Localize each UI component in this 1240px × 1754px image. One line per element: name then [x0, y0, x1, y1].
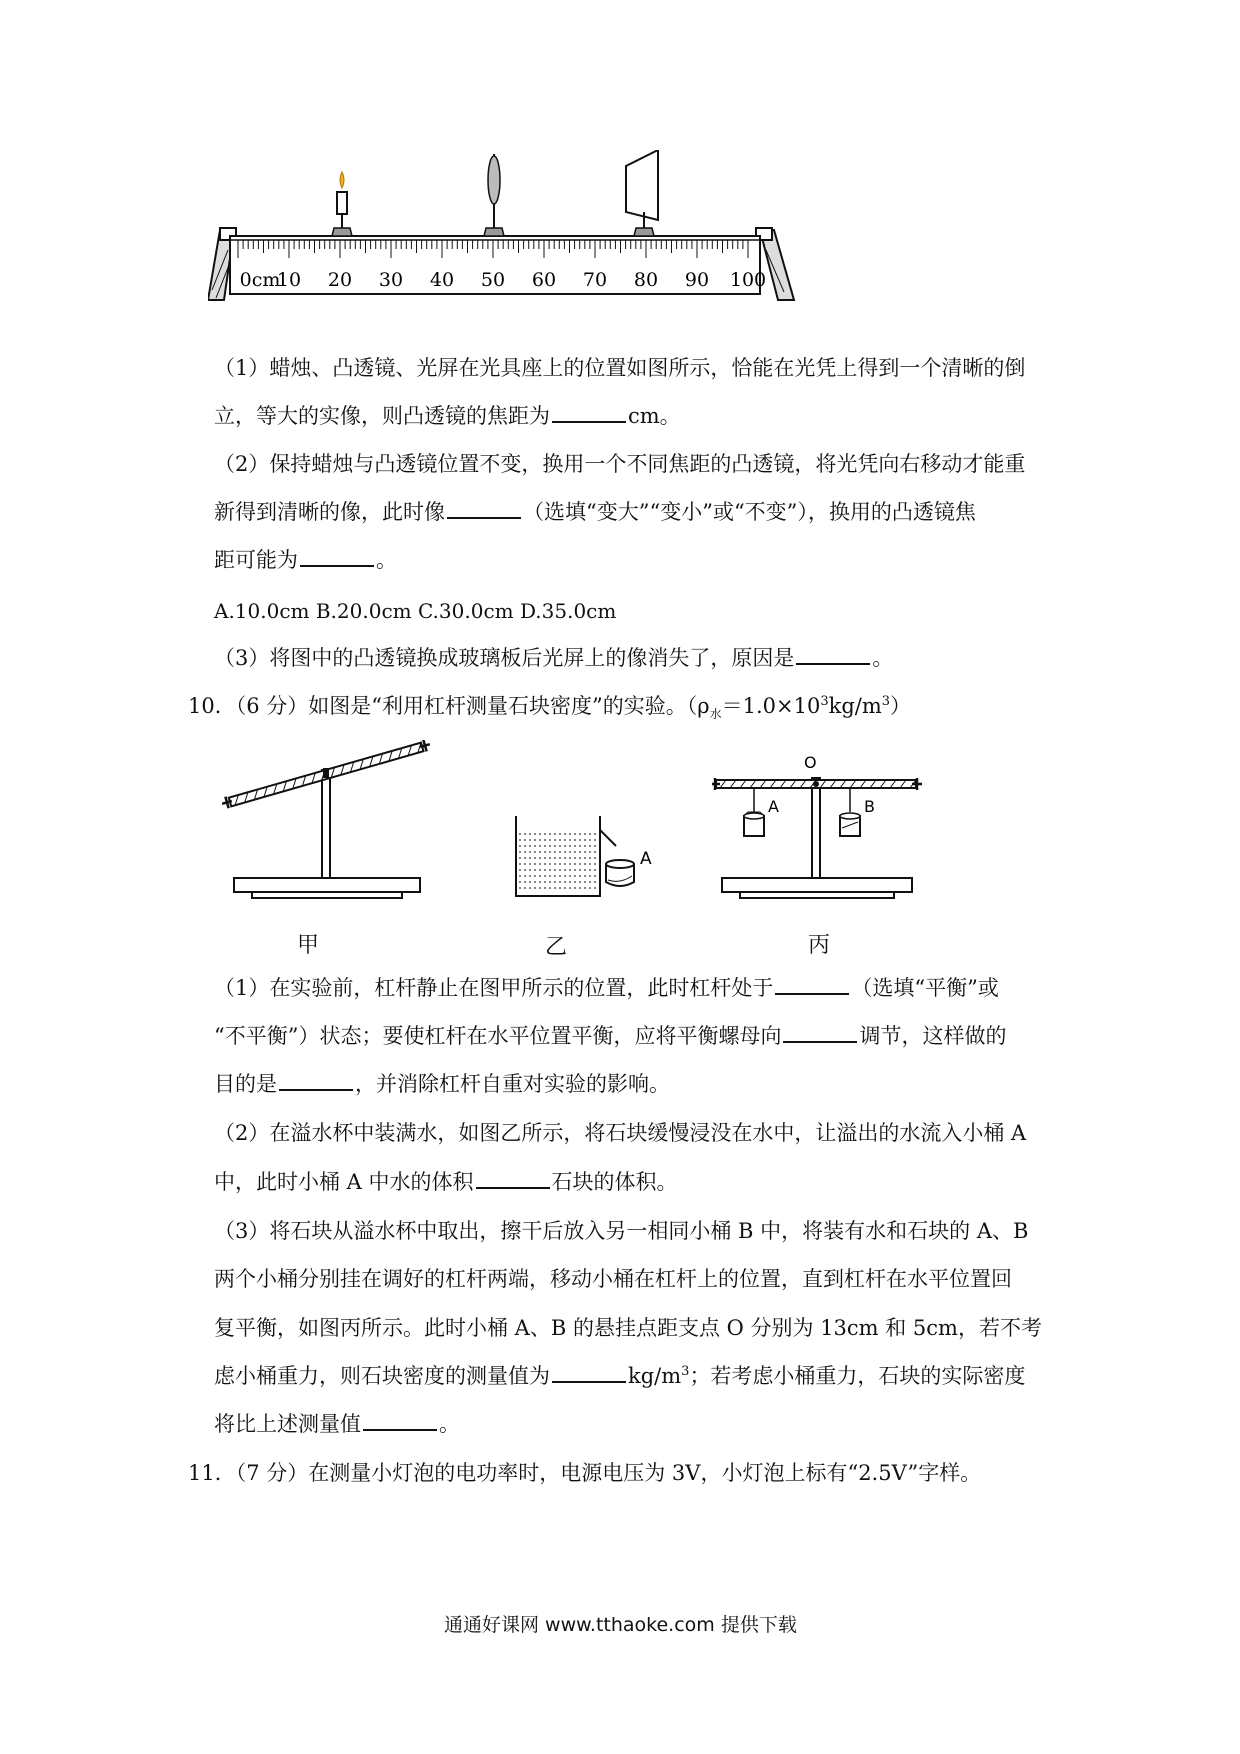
water-dot: [564, 881, 566, 883]
water-dot: [564, 845, 566, 847]
q10-part2-line1: （2）在溢水杯中装满水，如图乙所示，将石块缓慢浸没在水中，让溢出的水流入小桶 A: [214, 1121, 1027, 1145]
text-segment: 中，此时小桶 A 中水的体积: [214, 1170, 474, 1194]
water-dot: [579, 875, 581, 877]
water-dot: [554, 869, 556, 871]
water-dot: [539, 869, 541, 871]
water-dot: [574, 869, 576, 871]
text-segment: 10．（6 分）如图是“利用杠杆测量石块密度”的实验。（ρ: [188, 694, 710, 718]
text-segment: cm。: [628, 404, 681, 428]
water-dot: [564, 863, 566, 865]
water-dot: [549, 845, 551, 847]
water-dot: [569, 881, 571, 883]
text-segment: 距可能为: [214, 548, 298, 572]
water-dot: [584, 875, 586, 877]
water-dot: [529, 851, 531, 853]
water-dot: [539, 845, 541, 847]
water-dot: [559, 863, 561, 865]
answer-blank: [363, 1409, 437, 1431]
water-dot: [524, 845, 526, 847]
water-dot: [554, 881, 556, 883]
water-dot: [534, 869, 536, 871]
water-dot: [569, 845, 571, 847]
water-dot: [584, 851, 586, 853]
q10-part2-line2: [214, 1167, 678, 1197]
text-segment: 新得到清晰的像，此时像: [214, 500, 445, 524]
ruler-label: 70: [582, 269, 608, 291]
ruler-label: 50: [480, 269, 506, 291]
water-dot: [529, 881, 531, 883]
water-dot: [549, 887, 551, 889]
water-dot: [559, 881, 561, 883]
water-dot: [544, 863, 546, 865]
water-dot: [529, 845, 531, 847]
water-dot: [549, 851, 551, 853]
q10-part1-line3: [214, 1069, 670, 1099]
water-dot: [539, 875, 541, 877]
overflow-cup-figure-yi: [510, 810, 660, 900]
water-dot: [564, 833, 566, 835]
answer-blank: [447, 497, 521, 519]
water-dot: [579, 851, 581, 853]
water-dot: [564, 839, 566, 841]
text-segment: （选填“变大”“变小”或“不变”），换用的凸透镜焦: [523, 500, 976, 524]
water-dot: [544, 869, 546, 871]
water-dot: [569, 863, 571, 865]
text-segment: kg/m: [628, 1364, 682, 1388]
water-dot: [519, 845, 521, 847]
water-dot: [569, 869, 571, 871]
water-dot: [594, 839, 596, 841]
water-dot: [574, 887, 576, 889]
water-dot: [559, 833, 561, 835]
water-dot: [524, 851, 526, 853]
water-dot: [584, 833, 586, 835]
water-dot: [519, 869, 521, 871]
water-dot: [584, 845, 586, 847]
water-dot: [584, 869, 586, 871]
water-dot: [584, 839, 586, 841]
water-dot: [569, 887, 571, 889]
water-dot: [579, 857, 581, 859]
water-dot: [564, 851, 566, 853]
optical-bench-figure: [208, 150, 898, 335]
answer-blank: [552, 401, 626, 423]
text-segment: ＝1.0×10: [721, 694, 821, 718]
water-dot: [539, 857, 541, 859]
q9-part2-line1: （2）保持蜡烛与凸透镜位置不变，换用一个不同焦距的凸透镜，将光凭向右移动才能重: [214, 452, 1026, 476]
text-segment: 。: [872, 646, 894, 670]
water-dot: [534, 845, 536, 847]
caption-jia: 甲: [297, 933, 320, 958]
ruler-label: 40: [429, 269, 455, 291]
answer-blank: [476, 1167, 550, 1189]
water-dot: [559, 845, 561, 847]
water-dot: [594, 887, 596, 889]
text-segment: 立，等大的实像，则凸透镜的焦距为: [214, 404, 550, 428]
water-dot: [539, 881, 541, 883]
water-dot: [589, 881, 591, 883]
water-dot: [519, 833, 521, 835]
water-dot: [559, 875, 561, 877]
q9-part2-line3: [214, 545, 397, 575]
superscript: 3: [820, 694, 829, 709]
water-dot: [559, 869, 561, 871]
bucket-label-a: A: [768, 797, 779, 816]
q9-part1-line2: [214, 401, 681, 431]
light-screen: [626, 150, 658, 236]
text-segment: 目的是: [214, 1072, 277, 1096]
water-dot: [524, 887, 526, 889]
text-segment: 虑小桶重力，则石块密度的测量值为: [214, 1364, 550, 1388]
water-dot: [594, 881, 596, 883]
text-segment: 调节，这样做的: [859, 1024, 1007, 1048]
water-dot: [594, 857, 596, 859]
water-dot: [534, 851, 536, 853]
water-dot: [529, 833, 531, 835]
water-dot: [529, 863, 531, 865]
bucket-label-a: A: [640, 849, 652, 869]
q10-part3-line2: 两个小桶分别挂在调好的杠杆两端，移动小桶在杠杆上的位置，直到杠杆在水平位置回: [214, 1267, 1012, 1291]
ruler-label: 20: [327, 269, 353, 291]
water-dot: [544, 881, 546, 883]
caption-bing: 丙: [808, 933, 831, 958]
water-dot: [529, 875, 531, 877]
water-dot: [519, 875, 521, 877]
water-dot: [549, 857, 551, 859]
text-segment: “不平衡”）状态；要使杠杆在水平位置平衡，应将平衡螺母向: [214, 1024, 782, 1048]
water-dot: [549, 863, 551, 865]
water-dot: [594, 833, 596, 835]
water-dot: [534, 833, 536, 835]
superscript: 3: [881, 694, 891, 709]
water-dot: [549, 833, 551, 835]
water-dot: [559, 857, 561, 859]
water-dot: [544, 851, 546, 853]
water-dot: [524, 833, 526, 835]
water-dot: [529, 839, 531, 841]
water-dot: [554, 833, 556, 835]
fulcrum-label-o: O: [804, 753, 817, 772]
water-dot: [594, 863, 596, 865]
water-dot: [529, 857, 531, 859]
water-dot: [524, 839, 526, 841]
answer-blank: [783, 1021, 857, 1043]
ruler-label: 100: [729, 269, 767, 291]
water-dot: [549, 839, 551, 841]
ruler-label: 90: [684, 269, 710, 291]
text-segment: （3）将图中的凸透镜换成玻璃板后光屏上的像消失了，原因是: [214, 646, 795, 670]
answer-blank: [279, 1069, 353, 1091]
water-dot: [544, 875, 546, 877]
water-dot: [569, 833, 571, 835]
water-dot: [579, 863, 581, 865]
water-dot: [589, 857, 591, 859]
water-dot: [594, 851, 596, 853]
water-dot: [524, 857, 526, 859]
convex-lens: [484, 154, 504, 236]
water-dot: [594, 869, 596, 871]
answer-blank: [796, 643, 870, 665]
water-dot: [534, 881, 536, 883]
subscript: 水: [709, 707, 722, 722]
water-dot: [544, 833, 546, 835]
water-dot: [574, 875, 576, 877]
water-dot: [574, 863, 576, 865]
water-dot: [534, 887, 536, 889]
water-dot: [519, 881, 521, 883]
q10-part3-line4: [214, 1361, 1025, 1391]
q9-part2-line2: [214, 497, 976, 527]
ruler-label: 80: [633, 269, 659, 291]
water-dot: [539, 839, 541, 841]
text-segment: （1）在实验前，杠杆静止在图甲所示的位置，此时杠杆处于: [214, 976, 774, 1000]
q9-part1-line1: （1）蜡烛、凸透镜、光屏在光具座上的位置如图所示，恰能在光凭上得到一个清晰的倒: [214, 356, 1026, 380]
text-segment: （选填“平衡”或: [851, 976, 999, 1000]
water-dot: [539, 863, 541, 865]
water-dot: [539, 851, 541, 853]
water-dot: [589, 833, 591, 835]
water-dot: [524, 869, 526, 871]
text-segment: ）: [890, 694, 912, 718]
water-dot: [554, 857, 556, 859]
q10-part1-line1: [214, 973, 999, 1003]
water-dot: [589, 845, 591, 847]
water-dot: [554, 863, 556, 865]
water-dot: [549, 869, 551, 871]
lever-figure-bing: [712, 750, 942, 900]
water-dot: [549, 875, 551, 877]
text-segment: 。: [376, 548, 397, 572]
water-dot: [539, 887, 541, 889]
water-dot: [559, 887, 561, 889]
water-dot: [589, 851, 591, 853]
text-segment: ，并消除杠杆自重对实验的影响。: [355, 1072, 670, 1096]
water-dot: [589, 875, 591, 877]
ruler-label: 10: [276, 269, 302, 291]
bucket-label-b: B: [864, 797, 875, 816]
water-dot: [584, 857, 586, 859]
water-dot: [564, 887, 566, 889]
answer-blank: [775, 973, 849, 995]
water-dot: [579, 839, 581, 841]
water-dot: [569, 839, 571, 841]
water-dot: [579, 887, 581, 889]
water-dot: [554, 887, 556, 889]
page-footer: 通通好课网 www.tthaoke.com 提供下载: [444, 1614, 797, 1636]
text-segment: 。: [439, 1412, 460, 1436]
water-dot: [544, 839, 546, 841]
water-dot: [574, 851, 576, 853]
water-dot: [524, 863, 526, 865]
water-dot: [524, 881, 526, 883]
water-dot: [584, 881, 586, 883]
q10-part3-line5: [214, 1409, 460, 1439]
water-dot: [584, 863, 586, 865]
water-dot: [589, 887, 591, 889]
water-dot: [569, 851, 571, 853]
water-dot: [519, 851, 521, 853]
water-dot: [539, 833, 541, 835]
water-dot: [519, 863, 521, 865]
water-dot: [519, 857, 521, 859]
water-dot: [574, 833, 576, 835]
water-dot: [589, 869, 591, 871]
water-dot: [534, 857, 536, 859]
water-dot: [544, 887, 546, 889]
water-dot: [559, 839, 561, 841]
water-dot: [589, 863, 591, 865]
water-dot: [549, 881, 551, 883]
water-dot: [554, 845, 556, 847]
text-segment: 石块的体积。: [551, 1170, 678, 1194]
water-dot: [534, 839, 536, 841]
water-dot: [594, 875, 596, 877]
water-dot: [564, 875, 566, 877]
ruler-label: 30: [378, 269, 404, 291]
water-dot: [594, 845, 596, 847]
water-dot: [579, 881, 581, 883]
q10-stem: [188, 691, 911, 721]
q10-part3-line1: （3）将石块从溢水杯中取出，擦干后放入另一相同小桶 B 中，将装有水和石块的 A、B: [214, 1219, 1029, 1243]
ruler-label: 0cm: [239, 269, 281, 291]
water-dot: [574, 839, 576, 841]
q11-stem: 11．（7 分）在测量小灯泡的电功率时，电源电压为 3V，小灯泡上标有“2.5V”字样。: [188, 1461, 982, 1485]
candle: [332, 172, 352, 236]
water-dot: [574, 881, 576, 883]
water-dot: [559, 851, 561, 853]
water-dot: [519, 839, 521, 841]
water-dot: [529, 869, 531, 871]
water-dot: [544, 857, 546, 859]
water-dot: [579, 833, 581, 835]
superscript: 3: [681, 1364, 690, 1379]
water-dot: [534, 875, 536, 877]
water-dot: [589, 839, 591, 841]
text-segment: ；若考虑小桶重力，石块的实际密度: [689, 1364, 1026, 1388]
water-dot: [569, 875, 571, 877]
water-dot: [554, 875, 556, 877]
lever-figure-jia: [222, 740, 432, 900]
answer-blank: [552, 1361, 626, 1383]
water-dot: [529, 887, 531, 889]
answer-blank: [300, 545, 374, 567]
q9-options: A.10.0cm B.20.0cm C.30.0cm D.35.0cm: [214, 599, 617, 623]
water-dot: [544, 845, 546, 847]
ruler-label: 60: [531, 269, 557, 291]
water-dot: [584, 887, 586, 889]
water-dot: [524, 875, 526, 877]
water-dot: [574, 857, 576, 859]
water-dot: [534, 863, 536, 865]
water-dot: [579, 869, 581, 871]
water-dot: [579, 845, 581, 847]
q10-part3-line3: 复平衡，如图丙所示。此时小桶 A、B 的悬挂点距支点 O 分别为 13cm 和 5cm，若不考: [214, 1316, 1042, 1340]
text-segment: kg/m: [828, 694, 882, 718]
q9-part3: [214, 643, 893, 673]
water-dot: [554, 851, 556, 853]
caption-yi: 乙: [545, 935, 568, 960]
water-dot: [564, 857, 566, 859]
water-dot: [574, 845, 576, 847]
q10-part1-line2: [214, 1021, 1006, 1051]
water-dot: [564, 869, 566, 871]
water-dot: [554, 839, 556, 841]
text-segment: 将比上述测量值: [214, 1412, 361, 1436]
water-dot: [519, 887, 521, 889]
water-dot: [569, 857, 571, 859]
